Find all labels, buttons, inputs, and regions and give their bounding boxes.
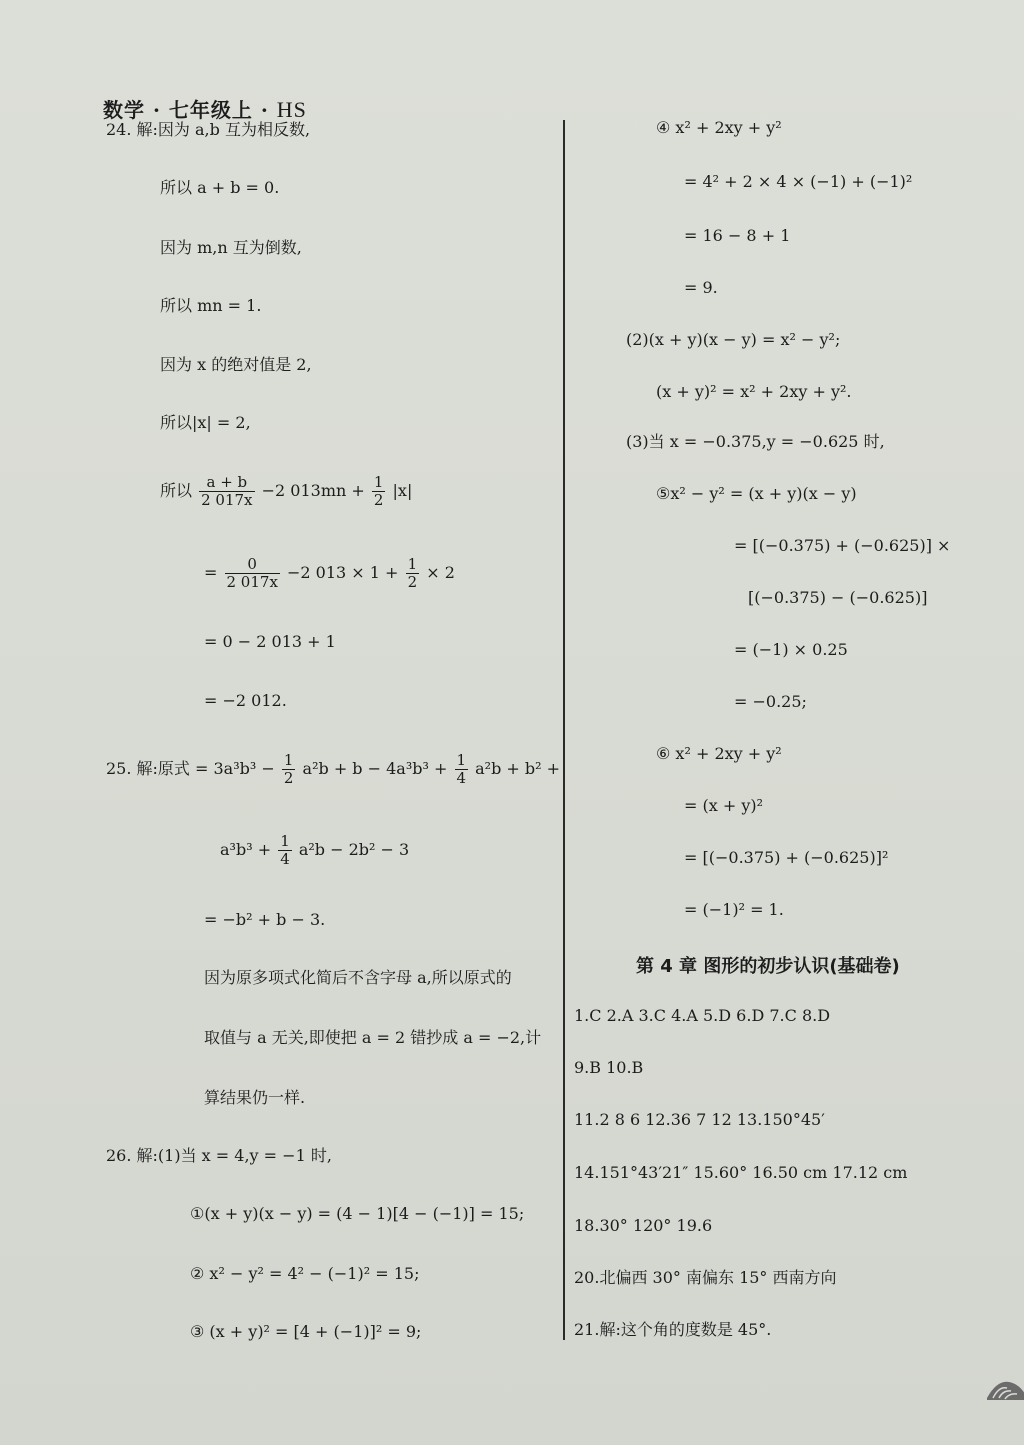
fraction — [455, 752, 469, 787]
header-title: 数学 · 七年级上 · — [103, 98, 277, 122]
fraction-denominator: 4 — [456, 769, 467, 787]
answer-line: = −0.25; — [734, 692, 807, 711]
line-text: |x| — [392, 481, 413, 500]
fraction-numerator: 1 — [373, 473, 384, 491]
answer-line: ⑤x² − y² = (x + y)(x − y) — [656, 484, 857, 503]
answer-line: = 9. — [684, 278, 718, 297]
answer-line: = 16 − 8 + 1 — [684, 226, 791, 245]
answer-line: 20.北偏西 30° 南偏东 15° 西南方向 — [574, 1268, 837, 1287]
answer-line: = 4² + 2 × 4 × (−1) + (−1)² — [684, 172, 913, 191]
answer-line: (x + y)² = x² + 2xy + y². — [656, 382, 852, 401]
answer-line: [(−0.375) − (−0.625)] — [748, 588, 928, 607]
line-text: a³b³ + — [220, 840, 272, 859]
fraction — [278, 833, 292, 868]
answer-line-fraction — [106, 752, 560, 787]
answer-line: 取值与 a 无关,即使把 a = 2 错抄成 a = −2,计 — [204, 1028, 542, 1047]
answer-line: 21.解:这个角的度数是 45°. — [574, 1320, 772, 1339]
answer-line-fraction — [220, 833, 409, 868]
answer-line: 11.2 8 6 12.36 7 12 13.150°45′ — [574, 1110, 825, 1129]
answer-line: (2)(x + y)(x − y) = x² − y²; — [626, 330, 841, 349]
answer-line: = −2 012. — [204, 691, 287, 710]
answer-line: 1.C 2.A 3.C 4.A 5.D 6.D 7.C 8.D — [574, 1006, 831, 1025]
answer-line: 所以 a + b = 0. — [160, 178, 280, 197]
line-text: 所以 — [160, 481, 193, 500]
answer-line: = [(−0.375) + (−0.625)]² — [684, 848, 889, 867]
line-text: 25. 解:原式 = 3a³b³ − — [106, 759, 275, 778]
answer-line: 14.151°43′21″ 15.60° 16.50 cm 17.12 cm — [574, 1163, 908, 1182]
answer-line: = (−1) × 0.25 — [734, 640, 848, 659]
fraction-denominator: 4 — [280, 850, 290, 868]
answer-line: = [(−0.375) + (−0.625)] × — [734, 536, 951, 555]
line-text: −2 013 × 1 + — [287, 563, 399, 582]
fraction-numerator: 1 — [280, 832, 290, 850]
answer-line: ② x² − y² = 4² − (−1)² = 15; — [190, 1264, 420, 1283]
fraction-denominator: 2 — [373, 491, 384, 509]
answer-line: 因为原多项式化简后不含字母 a,所以原式的 — [204, 968, 512, 987]
answer-line: = −b² + b − 3. — [204, 910, 326, 929]
answer-line: ①(x + y)(x − y) = (4 − 1)[4 − (−1)] = 15; — [190, 1204, 525, 1223]
line-text: × 2 — [426, 563, 455, 582]
fraction — [225, 556, 280, 591]
fraction-numerator: 1 — [283, 751, 294, 769]
fraction-denominator: 2 017x — [226, 573, 278, 591]
answer-line: 因为 x 的绝对值是 2, — [160, 355, 312, 374]
answer-line-fraction — [160, 474, 412, 509]
line-text: a²b + b² + — [475, 759, 561, 778]
fraction-numerator: a + b — [199, 474, 254, 492]
fraction — [199, 474, 254, 509]
fraction-denominator: 2 — [283, 769, 294, 787]
line-text: a²b − 2b² − 3 — [298, 840, 410, 859]
line-text: = — [204, 563, 218, 582]
fraction — [406, 556, 420, 591]
fraction-denominator: 2 017x — [201, 491, 253, 509]
answer-line: ④ x² + 2xy + y² — [656, 118, 782, 137]
answer-line: 因为 m,n 互为倒数, — [160, 238, 302, 257]
fraction-numerator: 0 — [225, 556, 280, 574]
answer-line-fraction — [204, 556, 455, 591]
answer-line: 算结果仍一样. — [204, 1088, 306, 1107]
corner-flower-icon — [985, 1360, 1024, 1400]
line-text: −2 013mn + — [261, 481, 365, 500]
column-divider — [563, 120, 565, 1340]
answer-line: = 0 − 2 013 + 1 — [204, 632, 336, 651]
line-text: a²b + b − 4a³b³ + — [302, 759, 448, 778]
answer-line: 26. 解:(1)当 x = 4,y = −1 时, — [106, 1146, 332, 1165]
header-edition: HS — [276, 97, 307, 122]
answer-line: 18.30° 120° 19.6 — [574, 1216, 713, 1235]
fraction-numerator: 1 — [456, 751, 467, 769]
fraction-numerator: 1 — [407, 555, 418, 573]
answer-line: ③ (x + y)² = [4 + (−1)]² = 9; — [190, 1322, 422, 1341]
fraction — [372, 474, 386, 509]
answer-line: 9.B 10.B — [574, 1058, 644, 1077]
answer-line: = (−1)² = 1. — [684, 900, 784, 919]
page-header — [103, 94, 307, 123]
answer-line: = (x + y)² — [684, 796, 764, 815]
fraction-denominator: 2 — [407, 573, 418, 591]
answer-line: (3)当 x = −0.375,y = −0.625 时, — [626, 432, 885, 451]
answer-line: 所以 mn = 1. — [160, 296, 262, 315]
answer-line: 24. 解:因为 a,b 互为相反数, — [106, 120, 311, 139]
chapter-title: 第 4 章 图形的初步认识(基础卷) — [636, 956, 900, 977]
fraction — [282, 752, 296, 787]
answer-line: 所以|x| = 2, — [160, 413, 251, 432]
answer-line: ⑥ x² + 2xy + y² — [656, 744, 782, 763]
